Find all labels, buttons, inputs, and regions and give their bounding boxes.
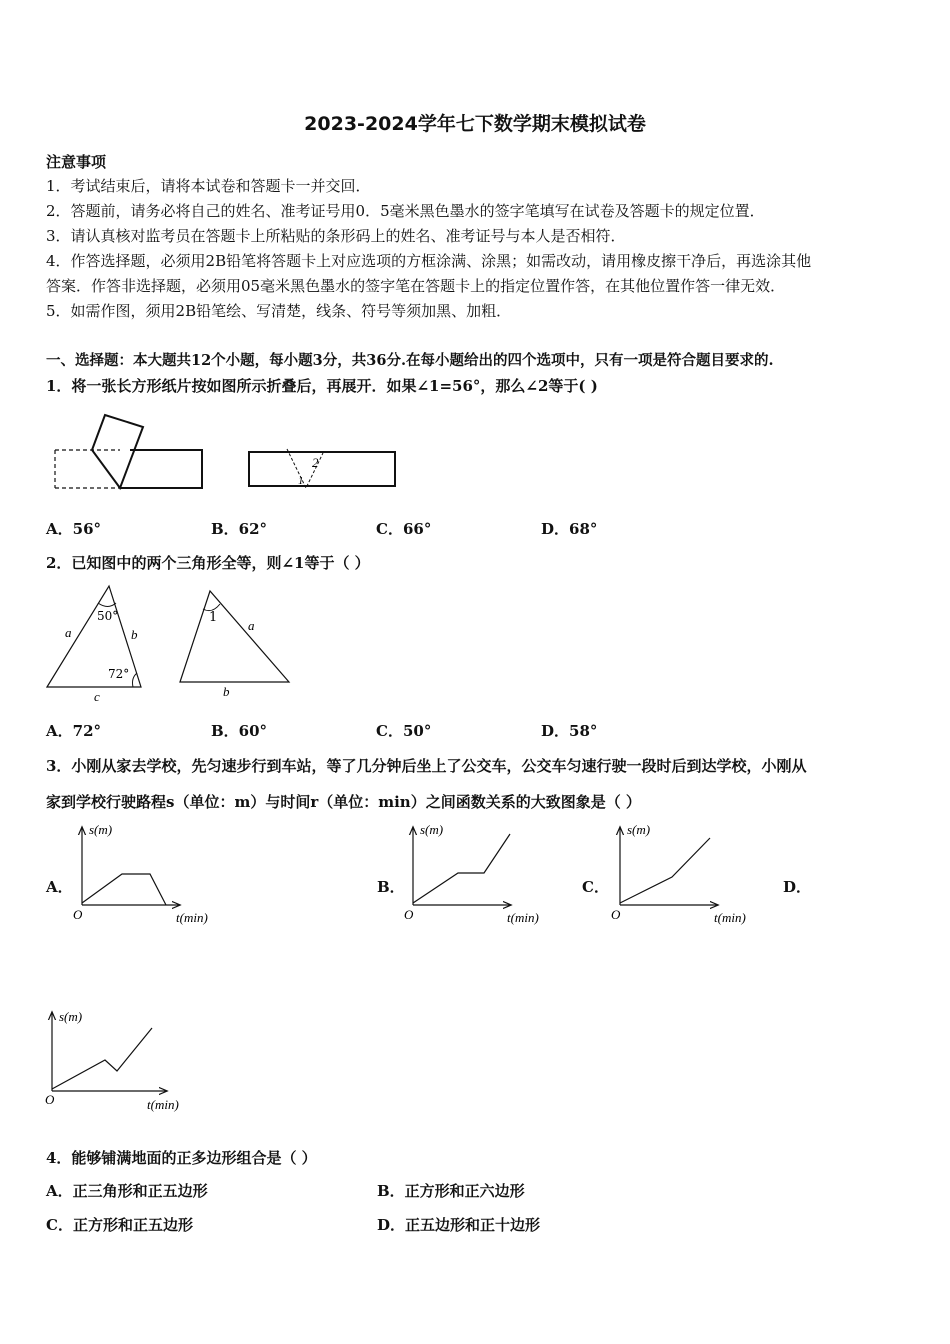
question-2-stem: 2．已知图中的两个三角形全等，则∠1等于（ ） bbox=[46, 554, 370, 572]
section-heading: 一、选择题：本大题共12个小题，每小题3分，共36分.在每小题给出的四个选项中，只有一项是符合题目要求的. bbox=[46, 352, 774, 369]
notice-item: 3．请认真核对监考员在答题卡上所粘贴的条形码上的姓名、准考证号与本人是否相符． bbox=[46, 227, 626, 245]
angle-2-label: 2 bbox=[312, 455, 319, 470]
notice-item: 2．答题前，请务必将自己的姓名、准考证号用0．5毫米黑色墨水的签字笔填写在试卷及答题卡的规定位置． bbox=[46, 202, 765, 220]
q2-option-d[interactable]: D．58° bbox=[541, 722, 598, 740]
triangle-1-side-b: b bbox=[131, 627, 138, 642]
q3-option-c[interactable]: C． bbox=[582, 878, 609, 896]
graph-b-line bbox=[413, 834, 510, 903]
q2-option-a[interactable]: A．72° bbox=[46, 722, 102, 740]
question-1-stem: 1．将一张长方形纸片按如图所示折叠后，再展开．如果∠1=56°，那么∠2等于( ) bbox=[46, 377, 598, 395]
graph-a-y-label: s(m) bbox=[89, 822, 113, 837]
graph-d-origin: O bbox=[45, 1092, 55, 1107]
question-3-stem-line1: 3．小刚从家去学校，先匀速步行到车站，等了几分钟后坐上了公交车，公交车匀速行驶一段时后到达学校，小刚从 bbox=[46, 757, 807, 775]
graph-b-x-label: t(min) bbox=[507, 910, 539, 925]
notice-heading: 注意事项 bbox=[46, 153, 107, 171]
triangle-2-side-a: a bbox=[248, 618, 255, 633]
q1-option-d[interactable]: D．68° bbox=[541, 520, 598, 538]
q3-option-b[interactable]: B． bbox=[377, 878, 405, 896]
graph-c-y-label: s(m) bbox=[627, 822, 651, 837]
graph-d bbox=[45, 1009, 179, 1112]
graph-a-origin: O bbox=[73, 907, 83, 922]
q1-option-a[interactable]: A．56° bbox=[46, 520, 102, 538]
triangle-1-top-angle: 50° bbox=[97, 609, 119, 623]
graph-a-x-label: t(min) bbox=[176, 910, 208, 925]
graph-c-origin: O bbox=[611, 907, 621, 922]
notice-item: 4．作答选择题，必须用2B铅笔将答题卡上对应选项的方框涂满、涂黑；如需改动，请用橡皮擦干净后，再选涂其他 bbox=[46, 252, 812, 270]
graph-c-x-label: t(min) bbox=[714, 910, 746, 925]
q3-option-a[interactable]: A． bbox=[46, 878, 73, 896]
page-title: 2023-2024学年七下数学期末模拟试卷 bbox=[304, 113, 646, 135]
triangle-1-right-angle: 72° bbox=[108, 667, 130, 681]
graph-d-x-label: t(min) bbox=[147, 1097, 179, 1112]
notice-item: 5．如需作图，须用2B铅笔绘、写清楚，线条、符号等须加黑、加粗． bbox=[46, 302, 512, 320]
triangle-1-side-a: a bbox=[65, 625, 72, 640]
notice-item: 答案．作答非选择题，必须用05毫米黑色墨水的签字笔在答题卡上的指定位置作答，在其他位置作答一律无效． bbox=[46, 277, 786, 295]
triangle-1-side-c: c bbox=[94, 689, 100, 704]
q1-option-b[interactable]: B．62° bbox=[211, 520, 268, 538]
graph-b-y-label: s(m) bbox=[420, 822, 444, 837]
graph-b bbox=[404, 822, 539, 925]
triangle-2-angle-1: 1 bbox=[209, 610, 218, 625]
q4-option-b[interactable]: B．正方形和正六边形 bbox=[377, 1182, 525, 1200]
q2-option-c[interactable]: C．50° bbox=[376, 722, 432, 740]
graph-b-origin: O bbox=[404, 907, 414, 922]
question-3-stem-line2: 家到学校行驶路程s（单位：m）与时间r（单位：min）之间函数关系的大致图象是（ ） bbox=[46, 793, 641, 811]
q4-option-a[interactable]: A．正三角形和正五边形 bbox=[46, 1182, 208, 1200]
graph-c-line bbox=[620, 838, 710, 903]
notice-item: 1．考试结束后，请将本试卷和答题卡一并交回． bbox=[46, 177, 371, 195]
q4-option-d[interactable]: D．正五边形和正十边形 bbox=[377, 1216, 541, 1234]
graph-a-line bbox=[82, 874, 166, 905]
q4-option-c[interactable]: C．正方形和正五边形 bbox=[46, 1216, 193, 1234]
q1-option-c[interactable]: C．66° bbox=[376, 520, 432, 538]
graph-d-y-label: s(m) bbox=[59, 1009, 83, 1024]
question-4-stem: 4．能够铺满地面的正多边形组合是（ ） bbox=[46, 1149, 317, 1167]
graph-a bbox=[73, 822, 208, 925]
angle-1-label: 1 bbox=[298, 475, 304, 487]
graph-d-line bbox=[52, 1028, 152, 1089]
q2-option-b[interactable]: B．60° bbox=[211, 722, 268, 740]
graph-c bbox=[611, 822, 746, 925]
triangle-2-side-b: b bbox=[223, 684, 230, 699]
q3-option-d[interactable]: D． bbox=[783, 878, 812, 896]
